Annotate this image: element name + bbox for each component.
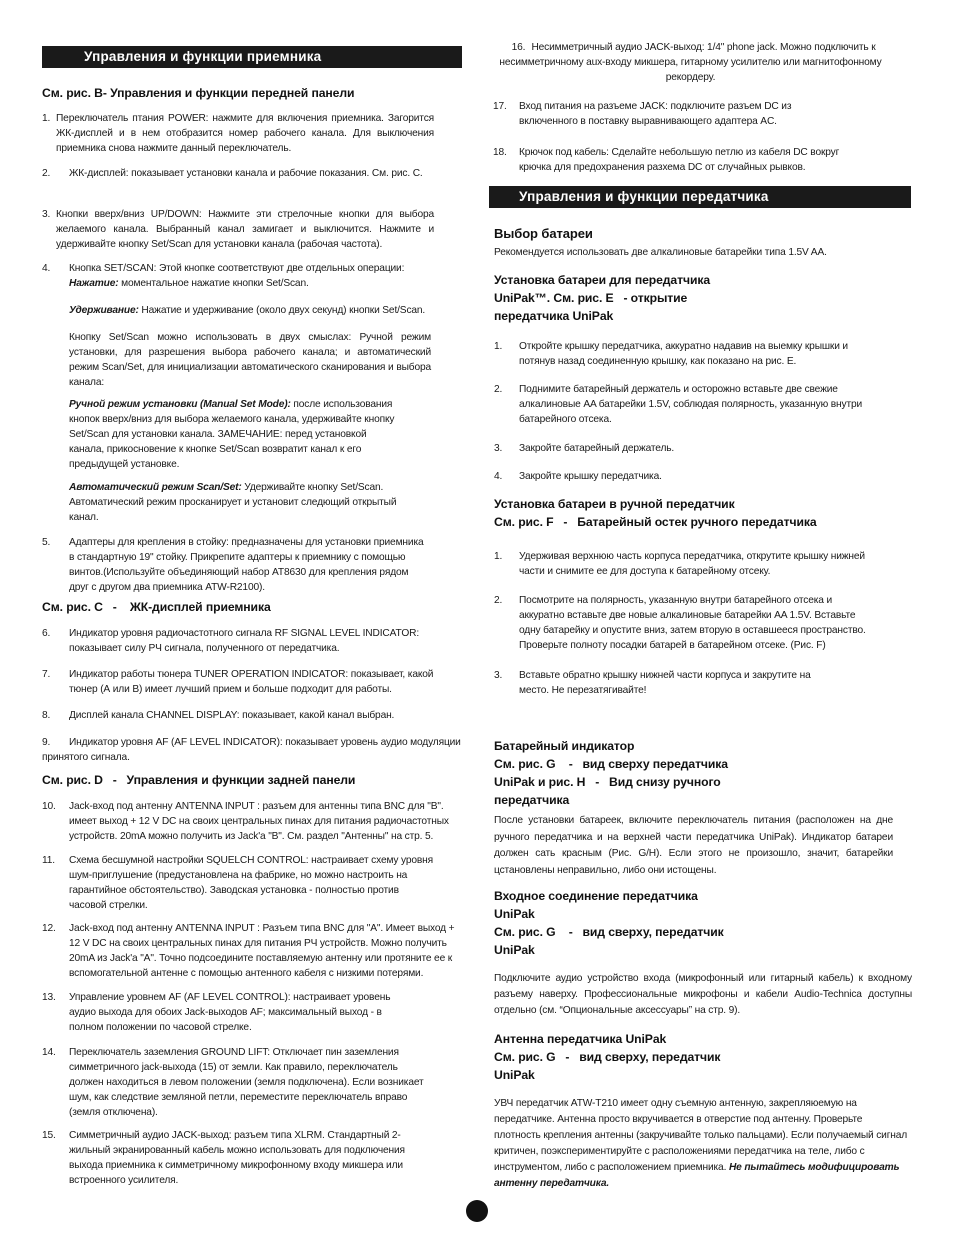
battery-indicator-heading: Батарейный индикатор См. рис. G - вид сверху передатчика UniPak и рис. H - Вид снизу ручного передатчика — [494, 739, 728, 807]
list-item-4: 4. Кнопка SET/SCAN: Этой кнопке соответствуют две отдельных операции: Нажатие: моментальное нажатие кнопки Set/Scan. — [42, 263, 405, 289]
manual-mode-paragraph: Ручной режим установки (Manual Set Mode): после использования кнопок вверх/вниз для выбора желаемого канала, удерживайте кнопку Set/Scan для установки канала. ЗАМЕЧАНИЕ: перед установкой канала, прикосновение к кнопке Set/Scan возвратит канал к его предыдущей установке. — [69, 399, 395, 470]
handheld-step-2: 2. Посмотрите на полярность, указанную внутри батарейного отсека и аккуратно вставьте две новые алкалиновые батарейки AA 1.5V. Вставьте одну батарейку и опустите вниз, затем вторую в оставшееся пространство. Проверьте полноту посадки батарей в батарейном отсеке. (Рис. F) — [494, 595, 866, 651]
unipak-step-1: 1. Откройте крышку передатчика, аккуратно надавив на выемку крышки и потянув назад соединенную крышку, как показано на рис. E. — [494, 341, 848, 367]
list-item-8: 8. Дисплей канала CHANNEL DISPLAY: показывает, какой канал выбран. — [42, 710, 395, 721]
list-item-3: 3. Кнопки вверх/вниз UP/DOWN: Нажмите эти стрелочные кнопки для выбора желаемого канала. Выбранный канал замигает и выключится. Нажмите и удерживайте кнопку Set/Scan для установки канала (рабочая частота). — [42, 209, 434, 250]
hold-paragraph: Удерживание: Нажатие и удерживание (около двух секунд) кнопки Set/Scan. — [69, 305, 426, 316]
transmitter-section-header: Управления и функции передатчика — [489, 186, 911, 208]
battery-indicator-text: После установки батареек, включите переключатель питания (расположен на дне ручного передатчика и на верхней части передатчика UniPak). Индикатор батареи должен сать красным (Рис. G/H). Если этого не произошло, значит, батарейки цстановлены неправильно, либо они истощены. — [494, 815, 893, 876]
list-item-17: 17. Вход питания на разъеме JACK: подключите разъем DC из включенного в поставку выравнивающего адаптера AC. — [493, 101, 792, 127]
battery-choice-text: Рекомендуется использовать две алкалиновые батарейки типа 1.5V AA. — [494, 247, 827, 258]
list-item-18: 18. Крючок под кабель: Сделайте небольшую петлю из кабеля DC вокруг крючка для предохранения разхема DC от случайных рывков. — [493, 147, 840, 173]
antenna-text: УВЧ передатчик ATW-T210 имеет одну съемную антенную, закрепляюемую на передатчике. Антенна просто вкручивается в отверстие под антенну. Проверьте плотность крепления антенны (закручивайте только пальцами). Если получаемый сигнал критичен, поэкспериментируйте с расположениями передатчика на теле, либо с инструментом, либо с расположением приемника. Не пытайтесь модифицировать антенну передатчика. — [494, 1098, 908, 1189]
fig-c-heading: См. рис. С - ЖК-дисплей приемника — [42, 600, 271, 614]
list-item-11: 11. Схема бесшумной настройки SQUELCH CONTROL: настраивает схему уровня шум-приглушение (предустановлена на фабрике, но можно настроить на гарантийное обстоятельство). Заводская установка - полностью против часовой стрелки. — [42, 855, 434, 911]
list-item-5: 5. Адаптеры для крепления в стойку: предназначены для установки приемника в стандартную 19" стойку. Прикрепите адаптеры к приемнику с помощью винтов.(Используйте объединяющий набор AT8630 для крепления рядом друг с другом два приемника ATW-R2100). — [42, 537, 424, 593]
list-item-14: 14. Переключатель заземления GROUND LIFT: Отключает пин заземления симметричного jack-выхода (15) от земли. Как правило, переключатель должен находиться в левом положении (земля подключена). Если возникает шум, как следствие земляной петли, переместите переключатель вправо (земля отключена). — [42, 1047, 424, 1118]
unipak-step-2: 2. Поднимите батарейный держатель и осторожно вставьте две свежие алкалиновые AA батарейки 1.5V, соблюдая полярность, указанную внутри батарейного отсека. — [494, 384, 863, 425]
input-connection-text: Подключите аудио устройство входа (микрофонный или гитарный кабель) к входному разъему наверху. Профессиональные микрофоны и кабели Audio-Technica доступны отдельно (см. “Опциональные аксессуары” на стр. 9). — [494, 973, 912, 1016]
list-item-16: 16. Несимметричный аудио JACK-выход: 1/4" phone jack. Можно подключить к несимметричному aux-входу микшера, гитарному усилителю или магнитофонному рекордеру. — [499, 42, 882, 83]
list-item-12: 12. Jack-вход под антенну ANTENNA INPUT : Разъем типа BNC для "A". Имеет выход + 12 V DC на своих центральных пинах для питания РЧ устройств. Можно получить 20mA из Jack'a "A". Точно подсоедините поставляемую антенну или протяните ее к вспомогательной антенне с помощью антенного кабеля с низкими потерями. — [42, 923, 455, 979]
list-item-2: 2. ЖК-дисплей: показывает установки канала и рабочие показания. См. рис. С. — [42, 168, 423, 179]
list-item-10: 10. Jack-вход под антенну ANTENNA INPUT : разъем для антенны типа BNC для "B". имеет выход + 12 V DC на своих центральных пинах для питания радиочастотных устройств. 20mA можно получить из Jack'a "B". См. раздел "Антенны" на стр. 5. — [42, 801, 449, 842]
handheld-step-1: 1. Удерживая верхнюю часть корпуса передатчика, открутите крышку нижней части и снимите ее для доступа к батарейному отсеку. — [494, 551, 865, 577]
handheld-battery-heading: Установка батареи в ручной передатчик См. рис. F - Батарейный остек ручного передатчика — [494, 497, 817, 529]
receiver-section-header: Управления и функции приемника — [42, 46, 462, 68]
auto-mode-paragraph: Автоматический режим Scan/Set: Удерживайте кнопку Set/Scan. Автоматический режим просканирует и установит следющий открытый канал. — [69, 482, 397, 523]
fig-b-heading: См. рис. B- Управления и функции передней панели — [42, 86, 355, 100]
unipak-battery-heading: Установка батареи для передатчика UniPak™. См. рис. E - открытие передатчика UniPak — [494, 273, 711, 323]
unipak-step-3: 3. Закройте батарейный держатель. — [494, 443, 675, 454]
list-item-15: 15. Симметричный аудио JACK-выход: разъем типа XLRM. Стандартный 2-жильный экранированный кабель можно использовать для подключения выхода приемника к симметричному микрофонному входу микшера или встроенного усилителя. — [42, 1130, 405, 1186]
unipak-step-4: 4. Закройте крышку передатчика. — [494, 471, 662, 482]
list-item-9: 9. Индикатор уровня AF (AF LEVEL INDICATOR): показывает уровень аудио модуляции принятого сигнала. — [42, 737, 461, 763]
battery-choice-heading: Выбор батареи — [494, 226, 593, 241]
list-item-13: 13. Управление уровнем AF (AF LEVEL CONTROL): настраивает уровень аудио выхода для обоих Jack-выходов AF; максимальный выход - в полном положении по часовой стрелке. — [42, 992, 391, 1033]
page-marker — [466, 1200, 488, 1222]
list-item-6: 6. Индикатор уровня радиочастотного сигнала RF SIGNAL LEVEL INDICATOR: показывает силу РЧ сигнала, полученного от передатчика. — [42, 628, 420, 654]
fig-d-heading: См. рис. D - Управления и функции задней панели — [42, 773, 356, 787]
list-item-1: 1. Переключатель птания POWER: нажмите для включения приемника. Загорится ЖК-дисплей и в нем отобразится номер рабочего канала. Для выключения приемника снова нажмите данный переключатель. — [42, 113, 434, 154]
handheld-step-3: 3. Вставьте обратно крышку нижней части корпуса и закрутите на место. Не перезатягивайте! — [494, 670, 811, 696]
set-scan-paragraph: Кнопку Set/Scan можно использовать в двух смыслах: Ручной режим установки, для разрешения выбора рабочего канала; и автоматический режим Scan/Set, для инициализации автоматического сканирования и выбора канала: — [69, 332, 431, 388]
list-item-7: 7. Индикатор работы тюнера TUNER OPERATION INDICATOR: показывает, какой тюнер (А или В) имеет лучший прием и больше подходит для работы. — [42, 669, 434, 695]
antenna-heading: Антенна передатчика UniPak См. рис. G - вид сверху, передатчик UniPak — [494, 1032, 721, 1082]
input-connection-heading: Входное соединение передатчика UniPak См. рис. G - вид сверху, передатчик UniPak — [494, 889, 724, 957]
antenna-warning: Не пытайтесь модифицировать антенну передатчика. — [494, 1162, 900, 1189]
